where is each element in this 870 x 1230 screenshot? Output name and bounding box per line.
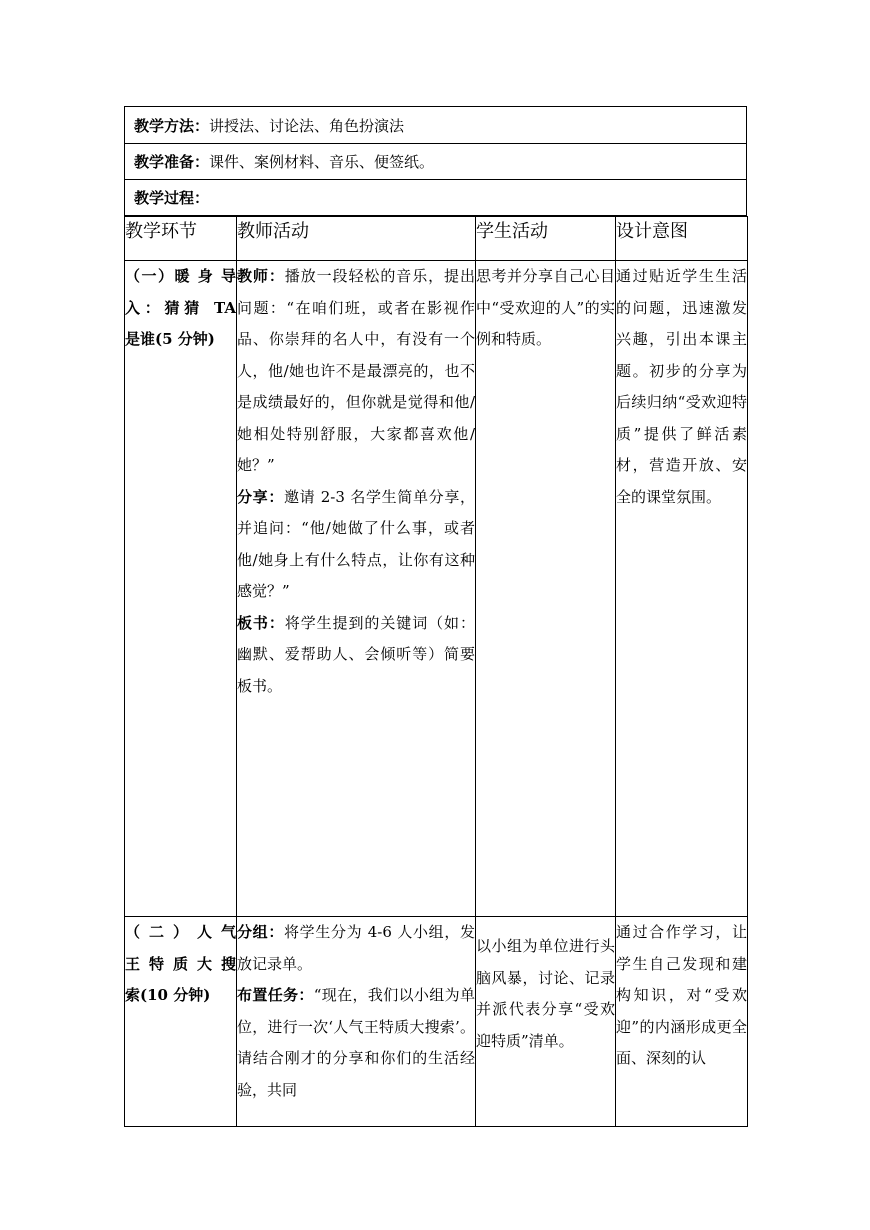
methods-row xyxy=(124,106,747,144)
process-row xyxy=(124,180,747,216)
preparation-label: 教学准备： xyxy=(134,153,210,171)
student-activity-text: 以小组为单位进行头脑风暴，讨论、记录并派代表分享“受欢迎特质”清单。 xyxy=(476,937,615,1050)
table-row xyxy=(125,261,748,917)
stage-line: 入：猜猜 TA xyxy=(125,298,236,317)
paragraph-label: 布置任务： xyxy=(237,986,314,1004)
header-stage: 教学环节 xyxy=(125,217,237,261)
teacher-paragraph xyxy=(237,917,475,980)
teacher-paragraph xyxy=(237,608,475,703)
stage-line: （二）人气 xyxy=(125,923,236,941)
student-activity-text: 思考并分享自己心目中“受欢迎的人”的实例和特质。 xyxy=(476,267,615,348)
teacher-paragraph xyxy=(237,261,475,482)
lesson-plan-sheet xyxy=(124,106,747,1127)
teacher-paragraph xyxy=(237,980,475,1106)
stage-cell xyxy=(125,261,237,917)
process-label: 教学过程： xyxy=(134,189,210,207)
preparation-row xyxy=(124,144,747,180)
teacher-activity-cell xyxy=(237,261,476,917)
preparation-value: 课件、案例材料、音乐、便签纸。 xyxy=(209,153,435,171)
header-teacher: 教师活动 xyxy=(237,217,476,261)
stage-line: 是谁(5 分钟) xyxy=(125,330,215,348)
methods-label: 教学方法： xyxy=(134,117,210,135)
teacher-activity-cell xyxy=(237,917,476,1127)
paragraph-text: 将学生提到的关键词（如：幽默、爱帮助人、会倾听等）简要板书。 xyxy=(237,613,475,695)
table-header-row xyxy=(125,217,748,261)
stage-cell xyxy=(125,917,237,1127)
paragraph-label: 板书： xyxy=(237,613,285,632)
student-activity-cell xyxy=(476,917,616,1127)
header-intent: 设计意图 xyxy=(616,217,748,261)
design-intent-cell xyxy=(616,261,748,917)
header-student: 学生活动 xyxy=(476,217,616,261)
paragraph-text: 邀请 2-3 名学生简单分享，并追问：“他/她做了什么事，或者他/她身上有什么特点，让你有这种感觉？” xyxy=(237,487,475,600)
teacher-paragraph xyxy=(237,482,475,608)
paragraph-text: “现在，我们以小组为单位，进行一次‘人气王特质大搜索’。请结合刚才的分享和你们的生活经验，共同 xyxy=(237,986,475,1099)
stage-line: （一）暖 身 导 xyxy=(125,267,236,285)
paragraph-text: 播放一段轻松的音乐，提出问题：“在咱们班，或者在影视作品、你崇拜的名人中，有没有一个人，他/她也许不是最漂亮的，也不是成绩最好的，但你就是觉得和他/她相处特别舒服，大家都喜欢他/她？” xyxy=(237,267,475,474)
paragraph-label: 分享： xyxy=(237,487,284,506)
methods-value: 讲授法、讨论法、角色扮演法 xyxy=(209,117,405,135)
design-intent-text: 通过合作学习，让学生自己发现和建构知识，对“受欢迎”的内涵形成更全面、深刻的认 xyxy=(616,923,747,1067)
design-intent-cell xyxy=(616,917,748,1127)
process-table xyxy=(124,216,748,1127)
student-activity-cell xyxy=(476,261,616,917)
paragraph-label: 分组： xyxy=(237,923,284,941)
table-row xyxy=(125,917,748,1127)
paragraph-label: 教师： xyxy=(237,267,285,285)
stage-line: 索(10 分钟) xyxy=(125,986,211,1004)
paragraph-text: 将学生分为 4-6 人小组，发放记录单。 xyxy=(237,923,475,973)
design-intent-text: 通过贴近学生生活的问题，迅速激发兴趣，引出本课主题。初步的分享为后续归纳“受欢迎特质”提供了鲜活素材，营造开放、安全的课堂氛围。 xyxy=(616,267,747,506)
stage-line: 王特质大搜 xyxy=(125,954,236,973)
